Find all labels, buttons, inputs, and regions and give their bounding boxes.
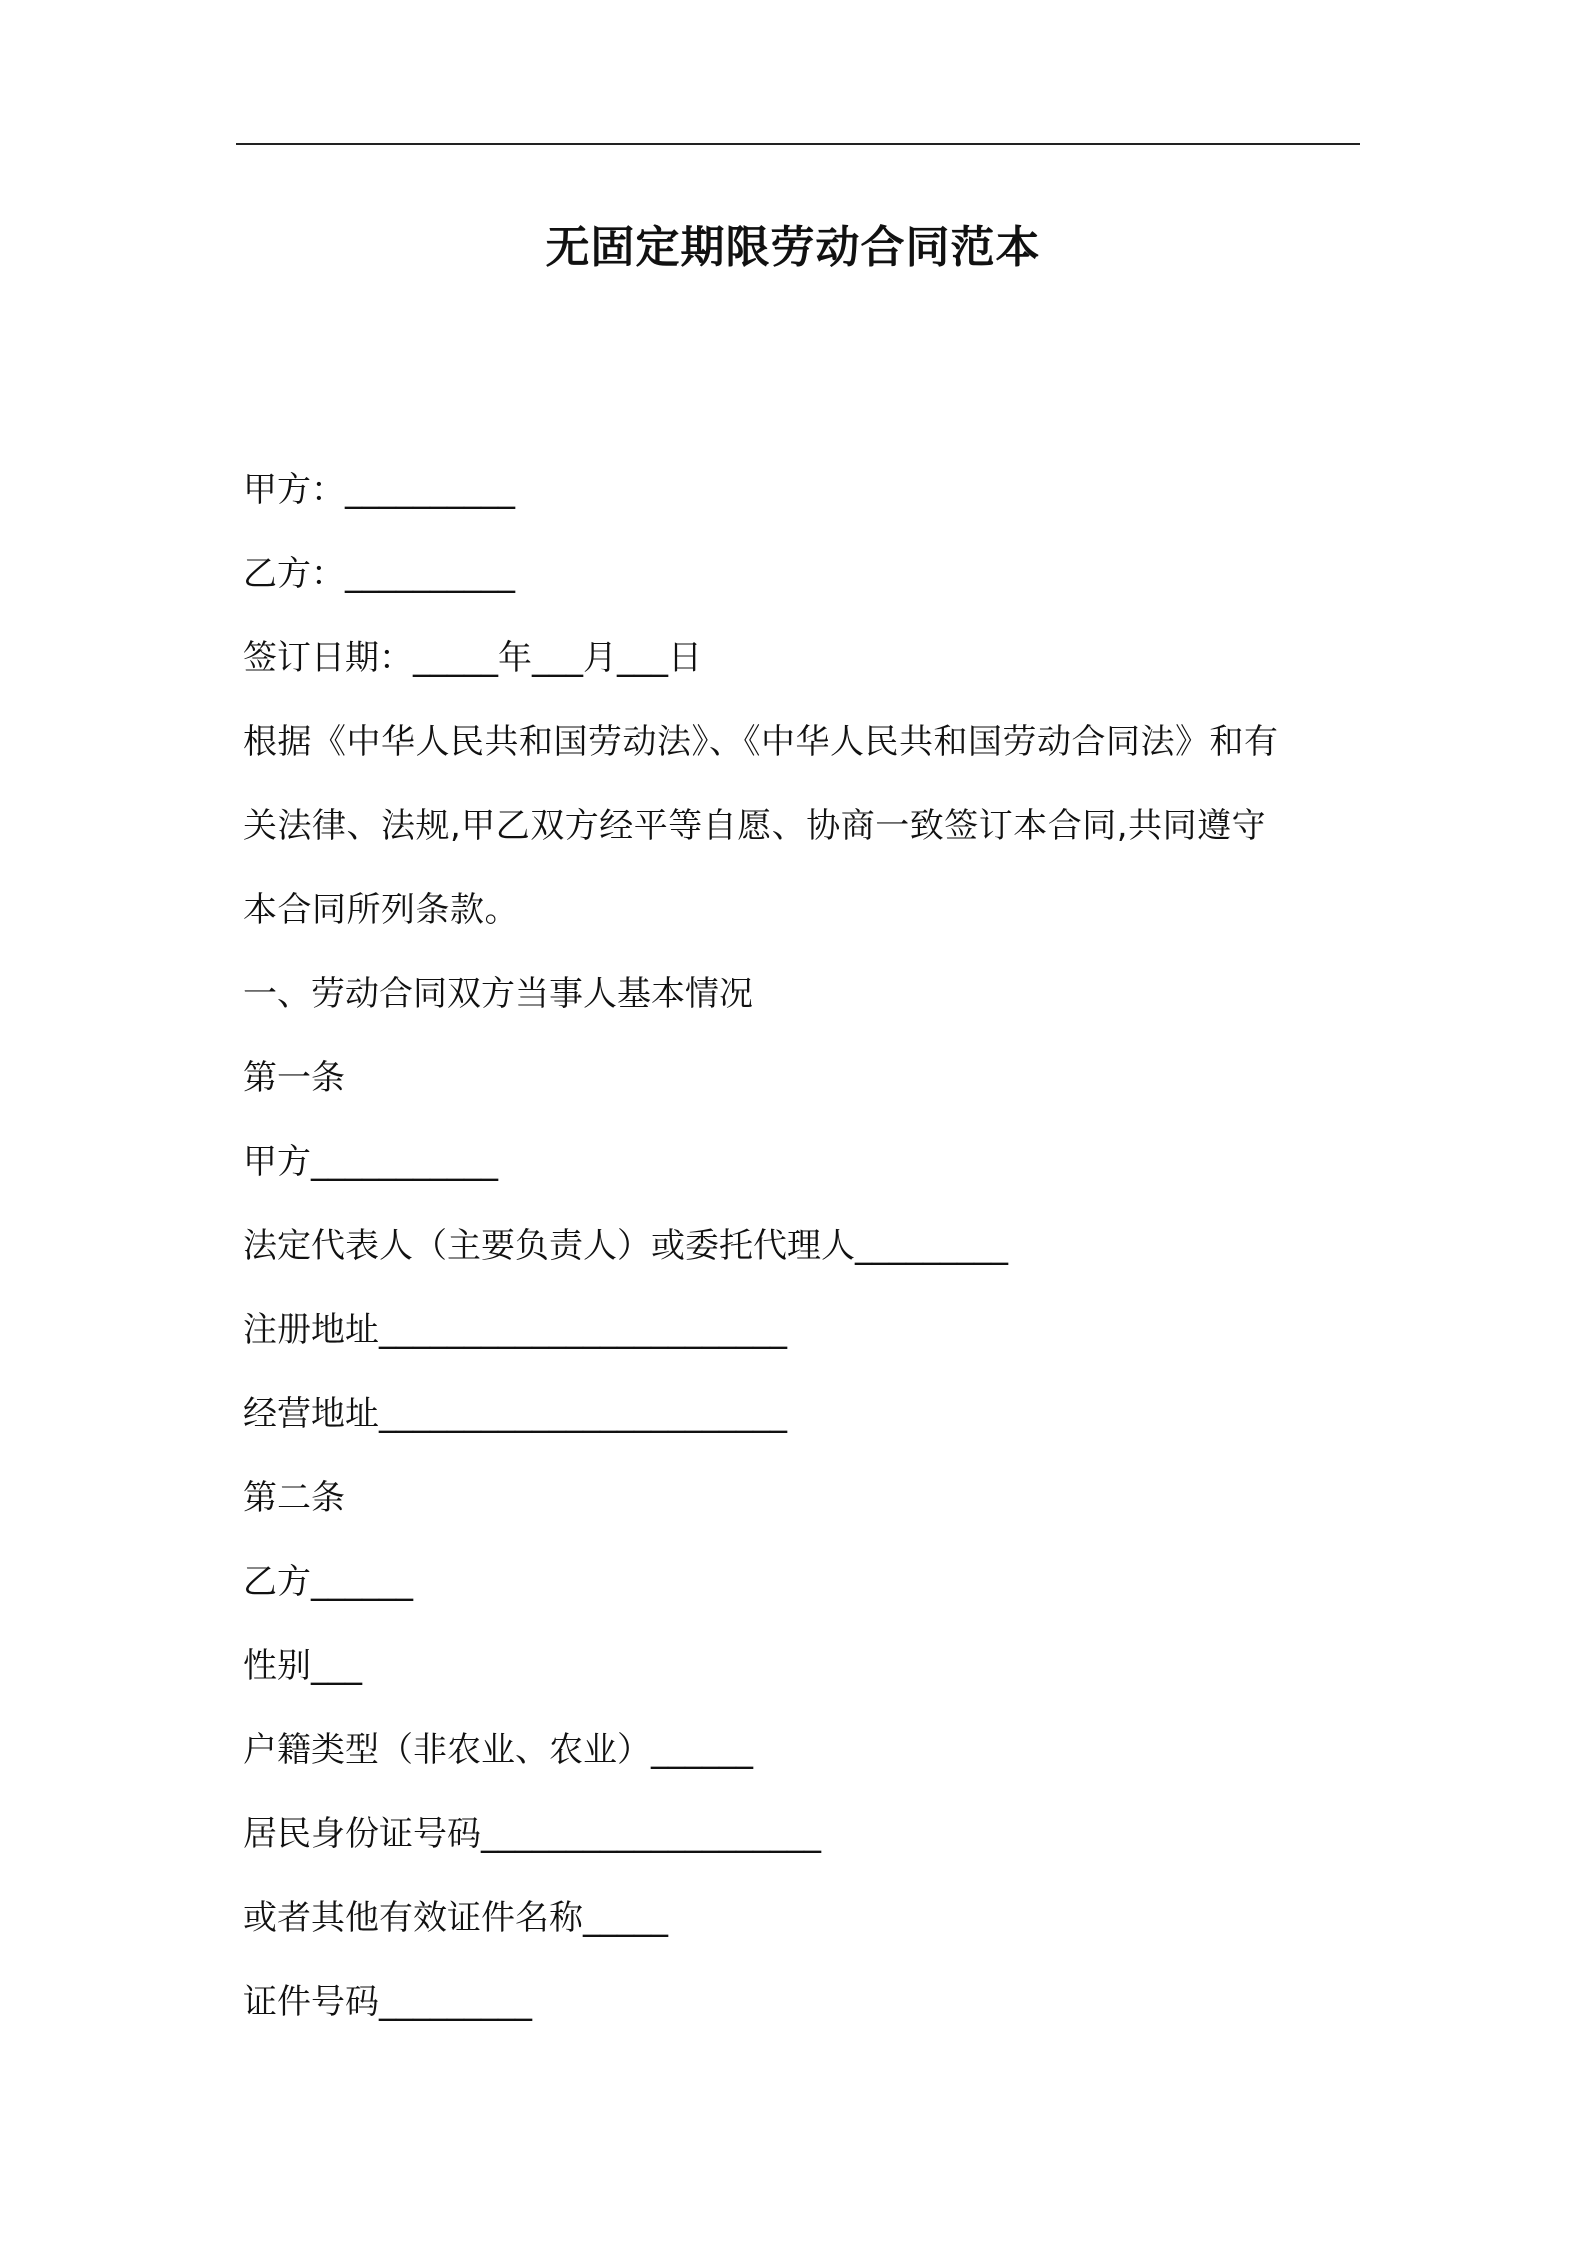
preamble-line: 根据《中华人民共和国劳动法》、《中华人民共和国劳动合同法》和有 (243, 722, 1279, 762)
id-number-field: 居民身份证号码____________________ (243, 1814, 821, 1854)
sign-date-field: 签订日期：_____年___月___日 (243, 638, 702, 678)
id-document-number-field: 证件号码_________ (243, 1982, 532, 2022)
employee-name-field: 乙方______ (243, 1562, 413, 1602)
article-2-label: 第二条 (243, 1478, 345, 1518)
party-a-field: 甲方：__________ (243, 470, 515, 510)
document-body (243, 448, 1363, 2044)
business-address-field: 经营地址________________________ (243, 1394, 787, 1434)
preamble-line: 关法律、法规,甲乙双方经平等自愿、协商一致签订本合同,共同遵守 (243, 806, 1267, 846)
registered-address-field: 注册地址________________________ (243, 1310, 787, 1350)
document-title: 无固定期限劳动合同范本 (545, 222, 1041, 273)
header-rule (236, 143, 1360, 145)
preamble-line: 本合同所列条款。 (243, 890, 519, 930)
other-id-name-field: 或者其他有效证件名称_____ (243, 1898, 668, 1938)
party-b-field: 乙方：__________ (243, 554, 515, 594)
employer-name-field: 甲方___________ (243, 1142, 498, 1182)
preamble-paragraph (243, 700, 1363, 952)
article-1-label: 第一条 (243, 1058, 345, 1098)
section-heading: 一、劳动合同双方当事人基本情况 (243, 974, 753, 1014)
household-type-field: 户籍类型（非农业、农业）______ (243, 1730, 753, 1770)
gender-field: 性别___ (243, 1646, 362, 1686)
legal-representative-field: 法定代表人（主要负责人）或委托代理人_________ (243, 1226, 1008, 1266)
